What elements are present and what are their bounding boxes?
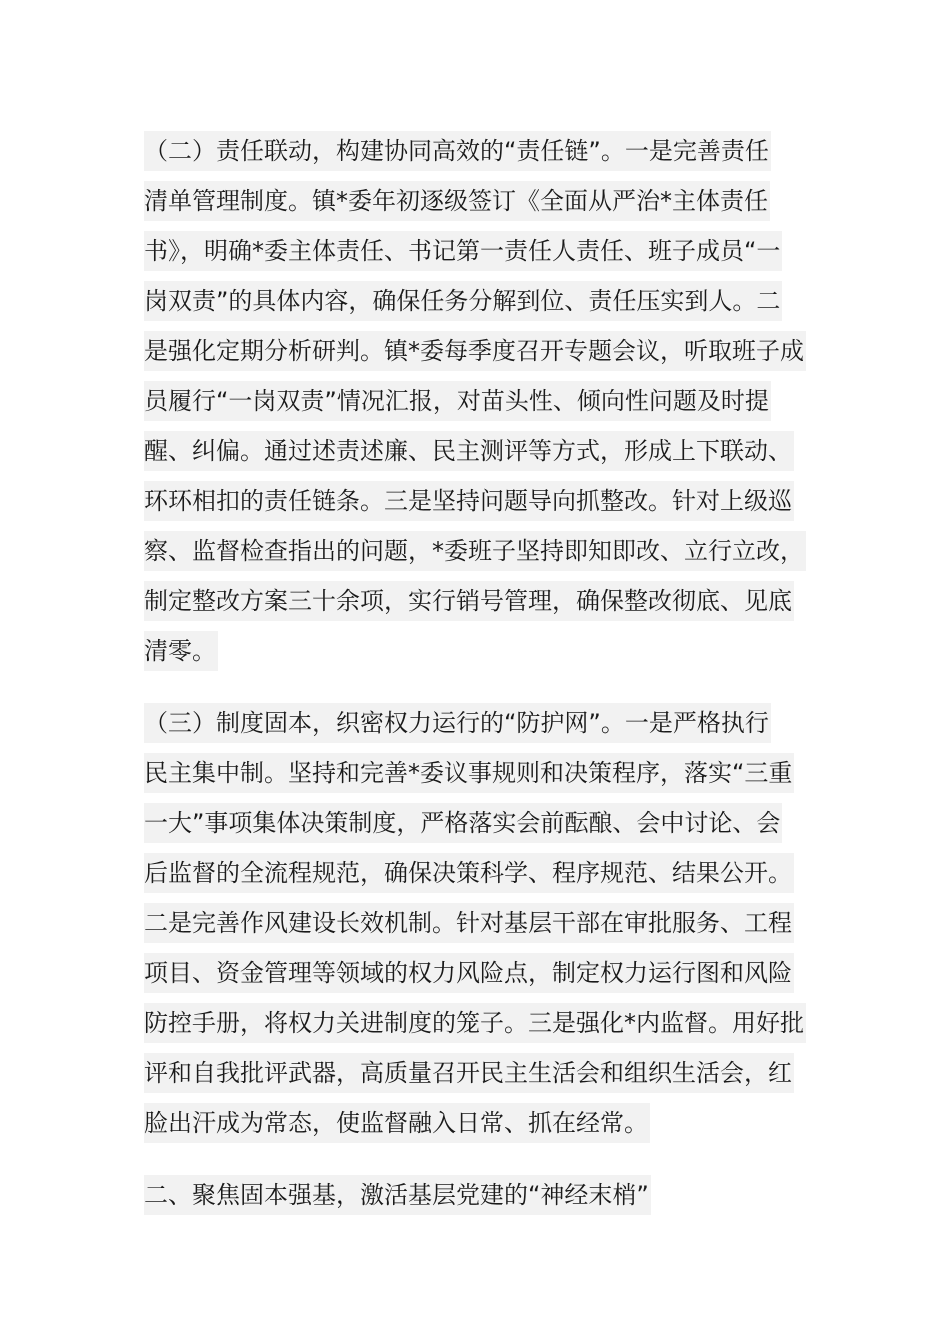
line-text: 书》，明确*委主体责任、书记第一责任人责任、班子成员“一: [144, 231, 782, 271]
line-text: （三）制度固本，织密权力运行的“防护网”。一是严格执行: [144, 703, 771, 743]
text-line: [144, 1048, 814, 1098]
line-text: 岗双责”的具体内容，确保任务分解到位、责任压实到人。二: [144, 281, 782, 321]
line-text: 醒、纠偏。通过述责述廉、民主测评等方式，形成上下联动、: [144, 431, 794, 471]
line-text: 员履行“一岗双责”情况汇报，对苗头性、倾向性问题及时提: [144, 381, 771, 421]
text-line: [144, 998, 814, 1048]
paragraph-institutional-safeguards: [144, 698, 814, 1148]
line-text: （二）责任联动，构建协同高效的“责任链”。一是完善责任: [144, 131, 771, 171]
line-text: 清单管理制度。镇*委年初逐级签订《全面从严治*主体责任: [144, 181, 770, 221]
line-text: 评和自我批评武器，高质量召开民主生活会和组织生活会，红: [144, 1053, 794, 1093]
line-text: 一大”事项集体决策制度，严格落实会前酝酿、会中讨论、会: [144, 803, 782, 843]
line-text: 民主集中制。坚持和完善*委议事规则和决策程序，落实“三重: [144, 753, 794, 793]
text-line: [144, 426, 814, 476]
line-text: 环环相扣的责任链条。三是坚持问题导向抓整改。针对上级巡: [144, 481, 794, 521]
text-line: [144, 176, 814, 226]
line-text: 制定整改方案三十余项，实行销号管理，确保整改彻底、见底: [144, 581, 794, 621]
line-text: 项目、资金管理等领域的权力风险点，制定权力运行图和风险: [144, 953, 794, 993]
text-line: [144, 626, 814, 676]
text-line: [144, 126, 814, 176]
paragraph-responsibility-chain: [144, 126, 814, 676]
text-line: [144, 798, 814, 848]
section-heading: [144, 1170, 814, 1220]
text-line: [144, 748, 814, 798]
line-text: 后监督的全流程规范，确保决策科学、程序规范、结果公开。: [144, 853, 794, 893]
text-line: [144, 898, 814, 948]
text-line: [144, 1098, 814, 1148]
line-text: 清零。: [144, 631, 218, 671]
line-text: 察、监督检查指出的问题，*委班子坚持即知即改、立行立改，: [144, 531, 806, 571]
line-text: 是强化定期分析研判。镇*委每季度召开专题会议，听取班子成: [144, 331, 806, 371]
text-line: [144, 476, 814, 526]
text-line: [144, 1170, 814, 1220]
line-text: 防控手册，将权力关进制度的笼子。三是强化*内监督。用好批: [144, 1003, 806, 1043]
line-text: 二是完善作风建设长效机制。针对基层干部在审批服务、工程: [144, 903, 794, 943]
text-line: [144, 948, 814, 998]
text-line: [144, 276, 814, 326]
text-line: [144, 576, 814, 626]
line-text: 脸出汗成为常态，使监督融入日常、抓在经常。: [144, 1103, 650, 1143]
heading-text: 二、聚焦固本强基，激活基层党建的“神经末梢”: [144, 1175, 651, 1215]
text-line: [144, 376, 814, 426]
text-line: [144, 226, 814, 276]
text-line: [144, 848, 814, 898]
text-line: [144, 326, 814, 376]
text-line: [144, 698, 814, 748]
text-line: [144, 526, 814, 576]
